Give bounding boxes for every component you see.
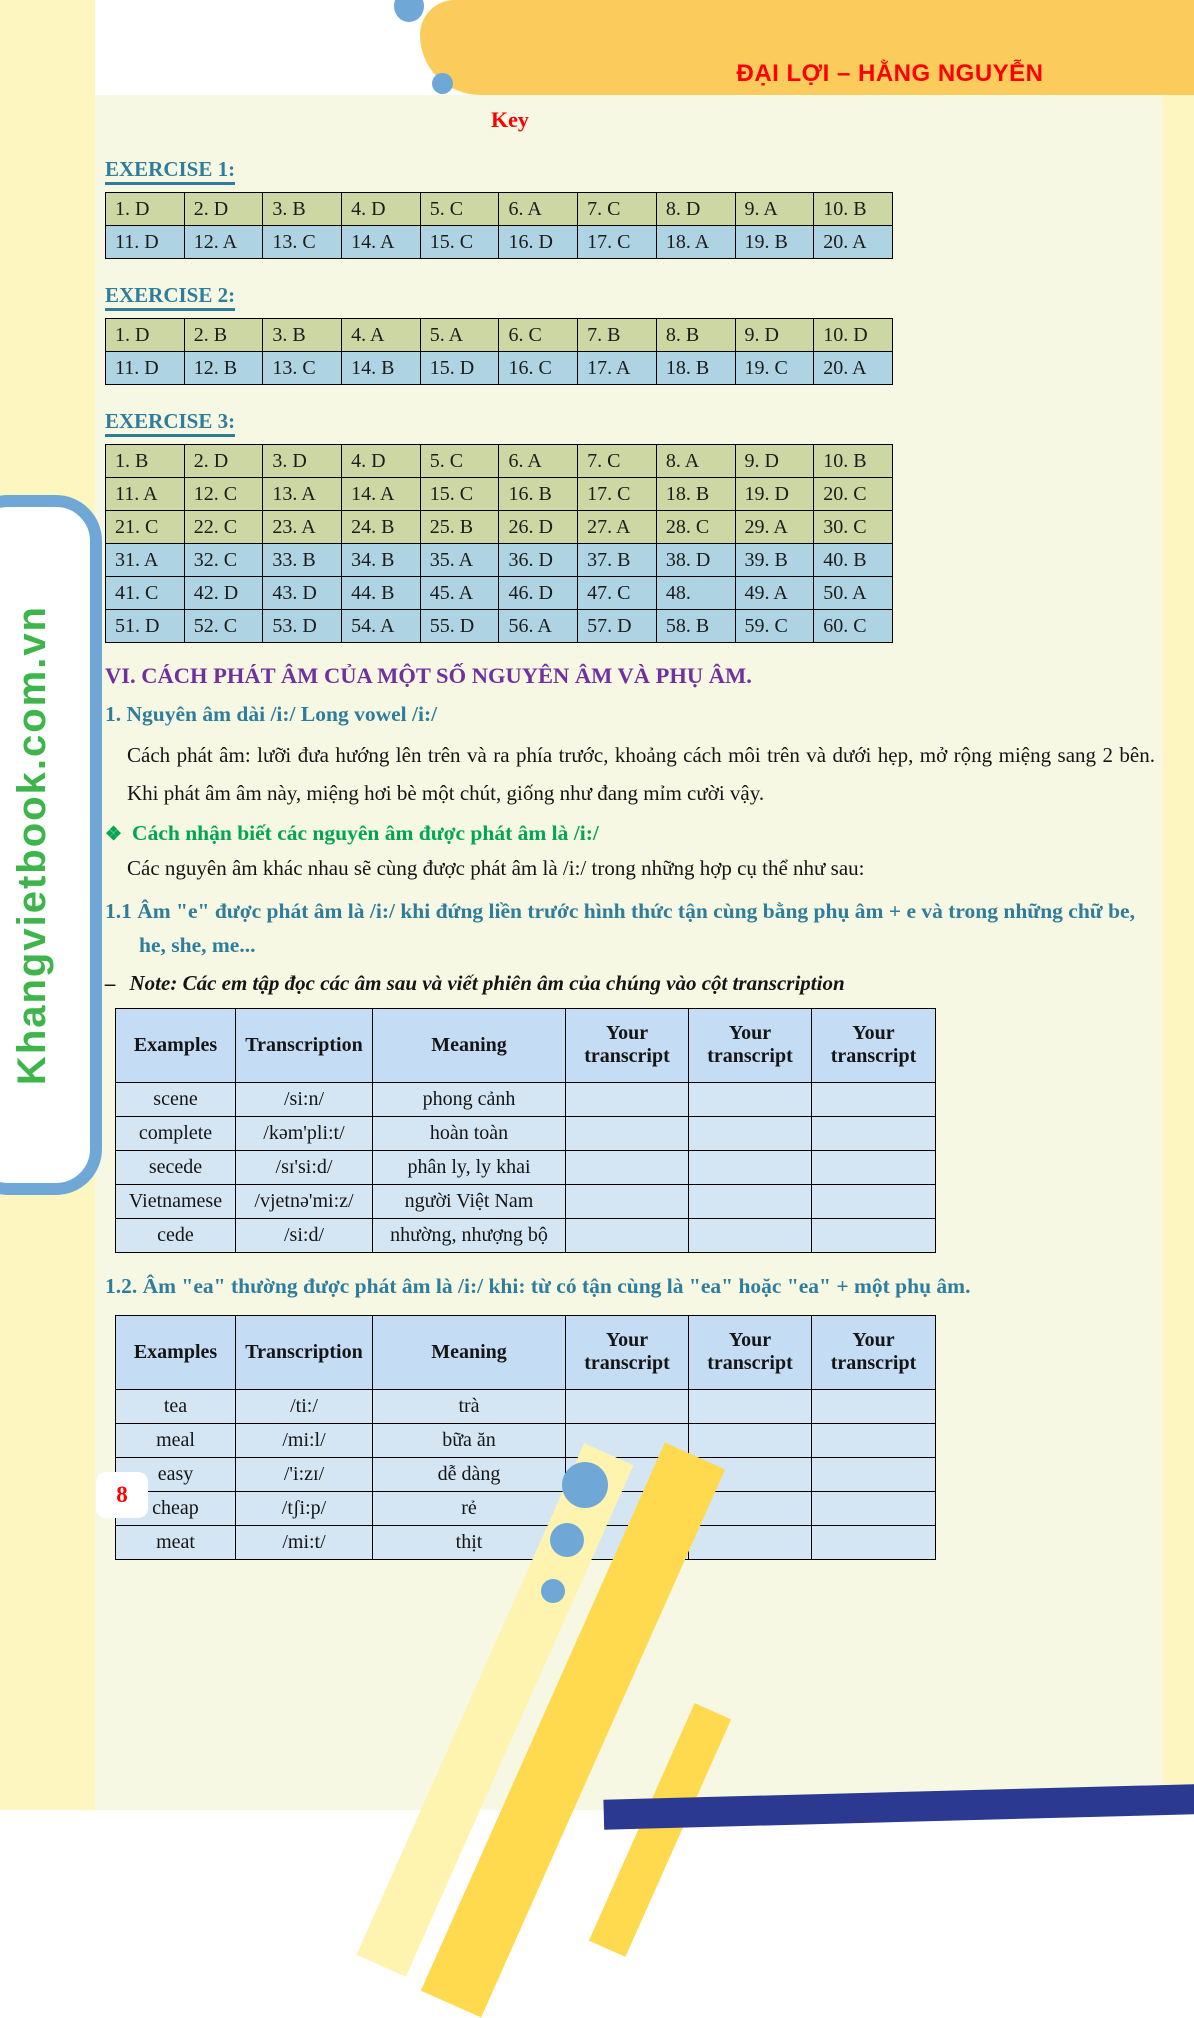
answer-cell: 3. B <box>263 319 342 352</box>
pron-cell: meat <box>116 1525 236 1559</box>
pron-header-cell: Transcription <box>236 1315 373 1389</box>
pron-cell: bữa ăn <box>373 1423 566 1457</box>
answer-row <box>106 445 893 478</box>
pron-cell: cede <box>116 1218 236 1252</box>
heading-recognition <box>105 821 1163 846</box>
answer-cell: 37. B <box>578 544 657 577</box>
answer-cell: 48. <box>656 577 735 610</box>
answer-cell: 9. D <box>735 445 814 478</box>
answer-cell: 18. B <box>656 352 735 385</box>
exercise-title-text: EXERCISE 3: <box>105 409 235 437</box>
answer-cell: 11. D <box>106 352 185 385</box>
answer-cell: 41. C <box>106 577 185 610</box>
answer-cell: 12. A <box>184 226 263 259</box>
answer-cell: 7. C <box>578 193 657 226</box>
pron-transcript-cell <box>689 1184 812 1218</box>
pron-transcript-cell <box>689 1525 812 1559</box>
answer-cell: 56. A <box>499 610 578 643</box>
answer-cell: 1. D <box>106 319 185 352</box>
pron-transcript-cell <box>689 1389 812 1423</box>
pron-transcript-cell <box>812 1525 936 1559</box>
answer-cell: 49. A <box>735 577 814 610</box>
answer-cell: 3. B <box>263 193 342 226</box>
answer-table <box>105 192 893 259</box>
answer-cell: 34. B <box>342 544 421 577</box>
pron-transcript-cell <box>812 1491 936 1525</box>
answer-cell: 42. D <box>184 577 263 610</box>
pron-header-cell: Transcription <box>236 1008 373 1082</box>
pron-cell: secede <box>116 1150 236 1184</box>
answer-cell: 12. B <box>184 352 263 385</box>
answer-cell: 43. D <box>263 577 342 610</box>
answer-cell: 40. B <box>814 544 893 577</box>
pron-transcript-cell <box>566 1150 689 1184</box>
pron-row <box>116 1423 936 1457</box>
answer-cell: 18. A <box>656 226 735 259</box>
pron-row <box>116 1150 936 1184</box>
pron-header-cell: Your transcript <box>566 1008 689 1082</box>
pron-cell: /'i:zɪ/ <box>236 1457 373 1491</box>
answer-cell: 17. A <box>578 352 657 385</box>
pron-row <box>116 1491 936 1525</box>
pron-cell: Vietnamese <box>116 1184 236 1218</box>
pron-cell: tea <box>116 1389 236 1423</box>
answer-table <box>105 444 893 643</box>
answer-cell: 6. C <box>499 319 578 352</box>
answer-cell: 46. D <box>499 577 578 610</box>
pron-row <box>116 1184 936 1218</box>
pron-cell: /mi:t/ <box>236 1525 373 1559</box>
pron-transcript-cell <box>689 1150 812 1184</box>
answer-cell: 20. A <box>814 352 893 385</box>
answer-cell: 17. C <box>578 226 657 259</box>
answer-cell: 19. D <box>735 478 814 511</box>
answer-cell: 12. C <box>184 478 263 511</box>
pron-cell: /vjetnə'mi:z/ <box>236 1184 373 1218</box>
pron-header-cell: Meaning <box>373 1008 566 1082</box>
answer-cell: 20. C <box>814 478 893 511</box>
exercise-title-text: EXERCISE 2: <box>105 283 235 311</box>
pron-cell: /si:d/ <box>236 1218 373 1252</box>
answer-cell: 14. B <box>342 352 421 385</box>
brand-title: ĐẠI LỢI – HẰNG NGUYỄN <box>736 60 1044 87</box>
answer-cell: 44. B <box>342 577 421 610</box>
answer-cell: 18. B <box>656 478 735 511</box>
pron-transcript-cell <box>689 1423 812 1457</box>
pron-cell: phân ly, ly khai <box>373 1150 566 1184</box>
answer-cell: 6. A <box>499 445 578 478</box>
pron-cell: easy <box>116 1457 236 1491</box>
answer-cell: 54. A <box>342 610 421 643</box>
exercise-answer-section <box>95 157 1163 643</box>
pron-transcript-cell <box>689 1218 812 1252</box>
answer-cell: 59. C <box>735 610 814 643</box>
answer-cell: 2. B <box>184 319 263 352</box>
answer-cell: 4. A <box>342 319 421 352</box>
blue-dot-icon <box>541 1579 565 1603</box>
answer-cell: 50. A <box>814 577 893 610</box>
answer-cell: 8. D <box>656 193 735 226</box>
pron-header-cell: Your transcript <box>812 1008 936 1082</box>
answer-cell: 10. D <box>814 319 893 352</box>
pron-transcript-cell <box>812 1150 936 1184</box>
pron-transcript-cell <box>812 1184 936 1218</box>
answer-cell: 8. A <box>656 445 735 478</box>
answer-cell: 2. D <box>184 445 263 478</box>
pron-transcript-cell <box>566 1218 689 1252</box>
answer-cell: 1. B <box>106 445 185 478</box>
pron-row <box>116 1457 936 1491</box>
answer-cell: 14. A <box>342 478 421 511</box>
pron-transcript-cell <box>566 1116 689 1150</box>
paragraph-cases: Các nguyên âm khác nhau sẽ cùng được phát âm là /i:/ trong những hợp cụ thể như sau: <box>127 855 865 880</box>
heading-1-2: 1.2. Âm "ea" thường được phát âm là /i:/ khi: từ có tận cùng là "ea" hoặc "ea" + một phụ âm. <box>105 1273 971 1298</box>
answer-cell: 1. D <box>106 193 185 226</box>
exercise-title-text: EXERCISE 1: <box>105 157 235 185</box>
exercise-title <box>105 283 1163 308</box>
pron-cell: /tʃi:p/ <box>236 1491 373 1525</box>
answer-cell: 29. A <box>735 511 814 544</box>
pron-row <box>116 1082 936 1116</box>
heading-long-vowel: 1. Nguyên âm dài /i:/ Long vowel /i:/ <box>105 702 438 726</box>
top-margin-area <box>95 0 425 95</box>
pron-transcript-cell <box>812 1218 936 1252</box>
answer-cell: 16. B <box>499 478 578 511</box>
answer-cell: 9. A <box>735 193 814 226</box>
right-edge-strip <box>1163 95 1194 1810</box>
pron-transcript-cell <box>689 1082 812 1116</box>
answer-cell: 51. D <box>106 610 185 643</box>
answer-cell: 52. C <box>184 610 263 643</box>
pron-header-row <box>116 1315 936 1389</box>
answer-table <box>105 318 893 385</box>
answer-cell: 11. A <box>106 478 185 511</box>
pron-cell: hoàn toàn <box>373 1116 566 1150</box>
blue-dot-icon <box>432 73 453 94</box>
answer-cell: 9. D <box>735 319 814 352</box>
pron-cell: /si:n/ <box>236 1082 373 1116</box>
answer-cell: 20. A <box>814 226 893 259</box>
answer-cell: 27. A <box>578 511 657 544</box>
pron-cell: dễ dàng <box>373 1457 566 1491</box>
pron-row <box>116 1525 936 1559</box>
pron-transcript-cell <box>812 1457 936 1491</box>
answer-cell: 17. C <box>578 478 657 511</box>
answer-cell: 11. D <box>106 226 185 259</box>
pronunciation-table <box>115 1008 936 1253</box>
answer-cell: 10. B <box>814 193 893 226</box>
answer-cell: 53. D <box>263 610 342 643</box>
answer-row <box>106 226 893 259</box>
answer-cell: 14. A <box>342 226 421 259</box>
pron-cell: /kəm'pli:t/ <box>236 1116 373 1150</box>
answer-cell: 13. C <box>263 352 342 385</box>
pron-header-cell: Examples <box>116 1315 236 1389</box>
pron-transcript-cell <box>689 1116 812 1150</box>
answer-row <box>106 544 893 577</box>
pron-header-cell: Your transcript <box>689 1008 812 1082</box>
answer-cell: 30. C <box>814 511 893 544</box>
answer-cell: 22. C <box>184 511 263 544</box>
answer-cell: 16. D <box>499 226 578 259</box>
pron-transcript-cell <box>566 1184 689 1218</box>
blue-dot-icon <box>562 1462 608 1508</box>
answer-cell: 28. C <box>656 511 735 544</box>
answer-cell: 57. D <box>578 610 657 643</box>
answer-cell: 47. C <box>578 577 657 610</box>
pron-cell: phong cảnh <box>373 1082 566 1116</box>
answer-cell: 24. B <box>342 511 421 544</box>
answer-row <box>106 577 893 610</box>
answer-row <box>106 610 893 643</box>
paragraph-articulation: Cách phát âm: lưỡi đưa hướng lên trên và ra phía trước, khoảng cách môi trên và dưới hẹp, mở rộng miệng sang 2 bên. Khi phát âm âm này, miệng hơi bè một chút, giống như đang mỉm cười vậy. <box>127 743 1155 806</box>
answer-cell: 36. D <box>499 544 578 577</box>
pron-row <box>116 1389 936 1423</box>
answer-cell: 15. C <box>420 226 499 259</box>
answer-cell: 8. B <box>656 319 735 352</box>
section-vi-title: VI. CÁCH PHÁT ÂM CỦA MỘT SỐ NGUYÊN ÂM VÀ PHỤ ÂM. <box>105 663 752 688</box>
pron-header-row <box>116 1008 936 1082</box>
answer-cell: 10. B <box>814 445 893 478</box>
answer-cell: 6. A <box>499 193 578 226</box>
pron-transcript-cell <box>566 1389 689 1423</box>
answer-cell: 7. B <box>578 319 657 352</box>
answer-cell: 21. C <box>106 511 185 544</box>
answer-cell: 58. B <box>656 610 735 643</box>
pron-cell: trà <box>373 1389 566 1423</box>
note-line <box>105 971 1163 996</box>
key-title: Key <box>491 107 529 132</box>
answer-row <box>106 193 893 226</box>
answer-cell: 13. A <box>263 478 342 511</box>
exercise-title <box>105 157 1163 182</box>
pron-cell: nhường, nhượng bộ <box>373 1218 566 1252</box>
heading-recognition-text: Cách nhận biết các nguyên âm được phát âm là /i:/ <box>132 820 599 845</box>
answer-cell: 19. C <box>735 352 814 385</box>
pron-header-cell: Meaning <box>373 1315 566 1389</box>
pron-cell: complete <box>116 1116 236 1150</box>
pron-header-cell: Examples <box>116 1008 236 1082</box>
pron-cell: /ti:/ <box>236 1389 373 1423</box>
pronunciation-table-1-wrap <box>95 1008 1163 1253</box>
answer-cell: 15. D <box>420 352 499 385</box>
answer-row <box>106 478 893 511</box>
answer-row <box>106 352 893 385</box>
watermark-badge <box>0 495 102 1195</box>
answer-cell: 5. A <box>420 319 499 352</box>
pron-header-cell: Your transcript <box>566 1315 689 1389</box>
note-text: Note: Các em tập đọc các âm sau và viết phiên âm của chúng vào cột transcription <box>129 970 845 995</box>
answer-cell: 5. C <box>420 193 499 226</box>
heading-1-1: 1.1 Âm "e" được phát âm là /i:/ khi đứng liền trước hình thức tận cùng bằng phụ âm + e và trong những chữ be, he, she, me... <box>105 898 1135 958</box>
note-dash: – <box>105 970 116 995</box>
answer-cell: 23. A <box>263 511 342 544</box>
answer-cell: 4. D <box>342 445 421 478</box>
page-number: 8 <box>96 1472 148 1518</box>
answer-cell: 2. D <box>184 193 263 226</box>
answer-cell: 4. D <box>342 193 421 226</box>
pron-cell: rẻ <box>373 1491 566 1525</box>
answer-cell: 60. C <box>814 610 893 643</box>
answer-cell: 19. B <box>735 226 814 259</box>
pronunciation-table <box>115 1315 936 1560</box>
pron-row <box>116 1116 936 1150</box>
blue-dot-icon <box>550 1523 584 1557</box>
answer-cell: 45. A <box>420 577 499 610</box>
pron-transcript-cell <box>812 1389 936 1423</box>
answer-cell: 35. A <box>420 544 499 577</box>
answer-cell: 31. A <box>106 544 185 577</box>
pron-cell: meal <box>116 1423 236 1457</box>
pron-cell: scene <box>116 1082 236 1116</box>
answer-row <box>106 319 893 352</box>
answer-cell: 33. B <box>263 544 342 577</box>
pron-cell: thịt <box>373 1525 566 1559</box>
answer-cell: 7. C <box>578 445 657 478</box>
answer-cell: 16. C <box>499 352 578 385</box>
answer-cell: 25. B <box>420 511 499 544</box>
answer-cell: 15. C <box>420 478 499 511</box>
pron-transcript-cell <box>812 1423 936 1457</box>
pron-cell: cheap <box>116 1491 236 1525</box>
answer-row <box>106 511 893 544</box>
pron-transcript-cell <box>812 1082 936 1116</box>
pron-cell: /sɪ'si:d/ <box>236 1150 373 1184</box>
answer-cell: 13. C <box>263 226 342 259</box>
pron-transcript-cell <box>566 1082 689 1116</box>
answer-cell: 3. D <box>263 445 342 478</box>
pron-header-cell: Your transcript <box>812 1315 936 1389</box>
answer-cell: 5. C <box>420 445 499 478</box>
answer-cell: 38. D <box>656 544 735 577</box>
pron-transcript-cell <box>812 1116 936 1150</box>
answer-cell: 55. D <box>420 610 499 643</box>
answer-cell: 39. B <box>735 544 814 577</box>
watermark-text: Khangvietbook.com.vn <box>9 604 54 1086</box>
pron-header-cell: Your transcript <box>689 1315 812 1389</box>
pron-cell: người Việt Nam <box>373 1184 566 1218</box>
diamond-bullet-icon: ❖ <box>105 823 123 845</box>
pron-cell: /mi:l/ <box>236 1423 373 1457</box>
answer-cell: 26. D <box>499 511 578 544</box>
answer-cell: 32. C <box>184 544 263 577</box>
exercise-title <box>105 409 1163 434</box>
pron-row <box>116 1218 936 1252</box>
